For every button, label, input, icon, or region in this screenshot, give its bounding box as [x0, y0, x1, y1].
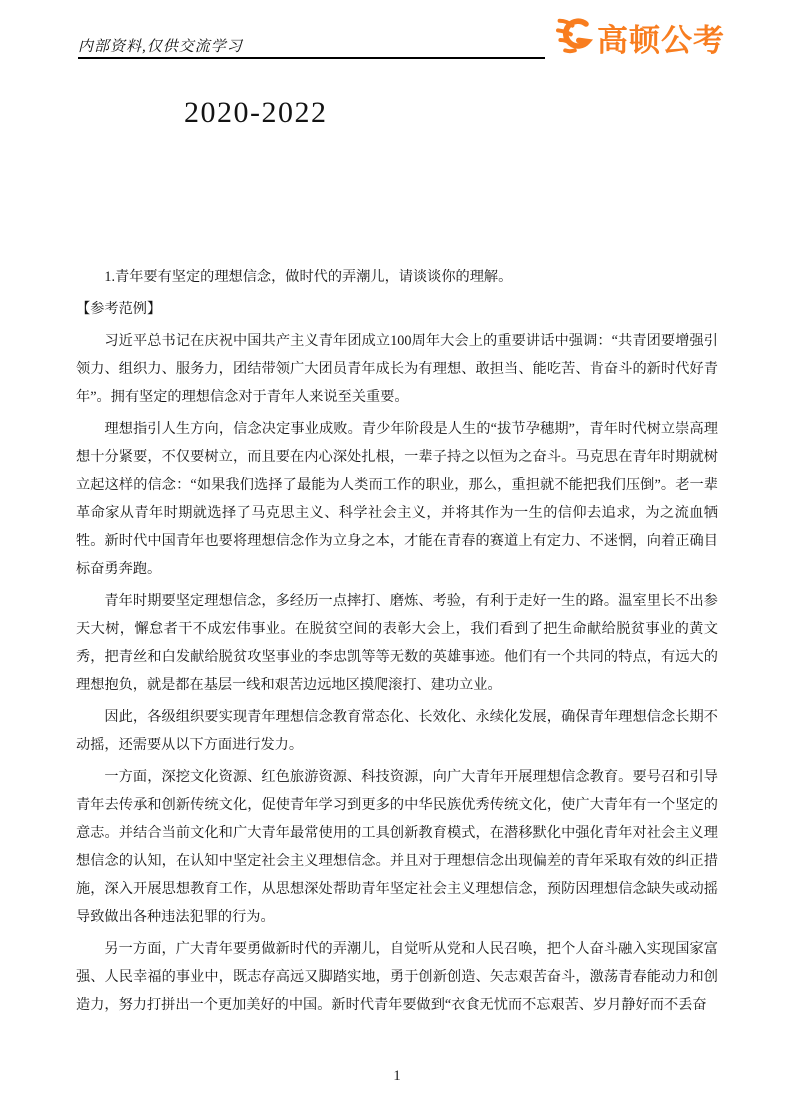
gaodun-logo-icon [554, 12, 594, 60]
body-paragraph: 另一方面，广大青年要勇做新时代的弄潮儿，自觉听从党和人民召唤，把个人奋斗融入实现国家富强、人民幸福的事业中，既志存高远又脚踏实地，勇于创新创造、矢志艰苦奋斗，激荡青春能动力和创造力，努力打拼出一个更加美好的中国。新时代青年要做到“衣食无忧而不忘艰苦、岁月静好而不丢奋 [76, 941, 718, 1013]
confidential-note: 内部资料,仅供交流学习 [78, 38, 545, 59]
document-title: 2020-2022 [184, 96, 328, 129]
document-body [76, 263, 718, 1023]
body-paragraph: 理想指引人生方向，信念决定事业成败。青少年阶段是人生的“拔节孕穗期”，青年时代树立崇高理想十分紧要，不仅要树立，而且要在内心深处扎根，一辈子持之以恒为之奋斗。马克思在青年时期就树立起这样的信念：“如果我们选择了最能为人类而工作的职业，那么，重担就不能把我们压倒”。老一辈革命家从青年时期就选择了马克思主义、科学社会主义，并将其作为一生的信仰去追求，为之流血牺牲。新时代中国青年也要将理想信念作为立身之本，才能在青春的赛道上有定力、不迷惘，向着正确目标奋勇奔跑。 [76, 421, 718, 577]
body-paragraph: 习近平总书记在庆祝中国共产主义青年团成立100周年大会上的重要讲话中强调：“共青团要增强引领力、组织力、服务力，团结带领广大团员青年成长为有理想、敢担当、能吃苦、肯奋斗的新时代好青年”。拥有坚定的理想信念对于青年人来说至关重要。 [76, 333, 718, 405]
page-number: 1 [393, 1068, 401, 1084]
section-label: 【参考范例】 [76, 301, 162, 317]
question-line: 1.青年要有坚定的理想信念，做时代的弄潮儿，请谈谈你的理解。 [104, 269, 513, 285]
body-paragraph: 一方面，深挖文化资源、红色旅游资源、科技资源，向广大青年开展理想信念教育。要号召和引导青年去传承和创新传统文化，促使青年学习到更多的中华民族优秀传统文化，使广大青年有一个坚定的意志。并结合当前文化和广大青年最常使用的工具创新教育模式，在潜移默化中强化青年对社会主义理想信念的认知，在认知中坚定社会主义理想信念。并且对于理想信念出现偏差的青年采取有效的纠正措施，深入开展思想教育工作，从思想深处帮助青年坚定社会主义理想信念，预防因理想信念缺失或动摇导致做出各种违法犯罪的行为。 [76, 769, 718, 925]
body-paragraph: 青年时期要坚定理想信念，多经历一点摔打、磨炼、考验，有利于走好一生的路。温室里长不出参天大树，懈怠者干不成宏伟事业。在脱贫空间的表彰大会上，我们看到了把生命献给脱贫事业的黄文秀，把青丝和白发献给脱贫攻坚事业的李忠凯等等无数的英雄事迹。他们有一个共同的特点，有远大的理想抱负，就是都在基层一线和艰苦边远地区摸爬滚打、建功立业。 [76, 593, 718, 693]
body-paragraph: 因此，各级组织要实现青年理想信念教育常态化、长效化、永续化发展，确保青年理想信念长期不动摇，还需要从以下方面进行发力。 [76, 709, 718, 753]
brand-logo-text: 高顿公考 [597, 22, 725, 58]
brand-logo [554, 12, 725, 60]
